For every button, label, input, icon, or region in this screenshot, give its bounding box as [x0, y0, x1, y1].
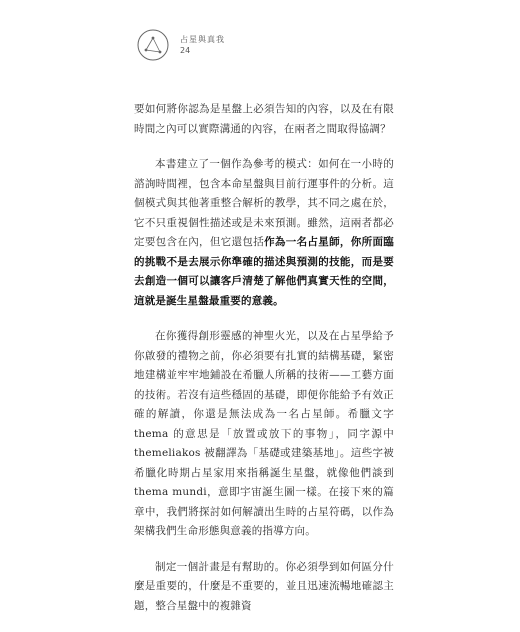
paragraph: 制定一個計畫是有幫助的。你必須學到如何區分什麼是重要的，什麼是不重要的，並且迅速流暢地確認主題，整合星盤中的複雜資 — [134, 560, 394, 612]
emphasized-text: 作為一名占星師，你所面臨的挑戰不是去展示你準確的描述與預測的技能，而是要去創造一個可以讓客戶清楚了解他們真實天性的空間，這就是誕生星盤最重要的意義。 — [134, 236, 394, 307]
paragraph: 在你獲得創形靈感的神聖火光，以及在占星學給予你啟發的禮物之前，你必須要有扎實的結構基礎，緊密地建構並牢牢地鋪設在希臘人所稱的技術——工藝方面的技術。若沒有這些穩固的基礎，即便你能給予有效正確的解讀，你還是無法成為一名占星師。希臘文字 thema 的意思是「放置或放下的事物」，同字源中 themeliakos 被翻譯為「基礎或建築基地」。這些字被希臘化時期占星家用來指稱誕生星盤，就像他們談到 thema mundi，意即宇宙誕生圖一樣。在接下來的篇章中，我們將探討如何解讀出生時的占星符碼，以作為架構我們生命形態與意義的指導方向。 — [134, 330, 394, 537]
paragraph: 要如何將你認為是星盤上必須告知的內容，以及在有限時間之內可以實際溝通的內容，在兩者之間取得協調？ — [134, 103, 394, 135]
paragraph — [134, 155, 394, 311]
paragraph-text: 本書建立了一個作為參考的模式：如何在一小時的諮詢時間裡，包含本命星盤與目前行運事件的分析。這個模式與其他著重整合解析的教學，其不同之處在於，它不只重視個性描述或是未來預測。雖然，這兩者都必定要包含在內，但它還包括 — [134, 158, 394, 248]
astrology-logo-icon — [136, 28, 170, 62]
running-title: 占星與真我 — [180, 35, 225, 44]
body-text — [134, 100, 394, 632]
page-number: 24 — [180, 46, 191, 55]
